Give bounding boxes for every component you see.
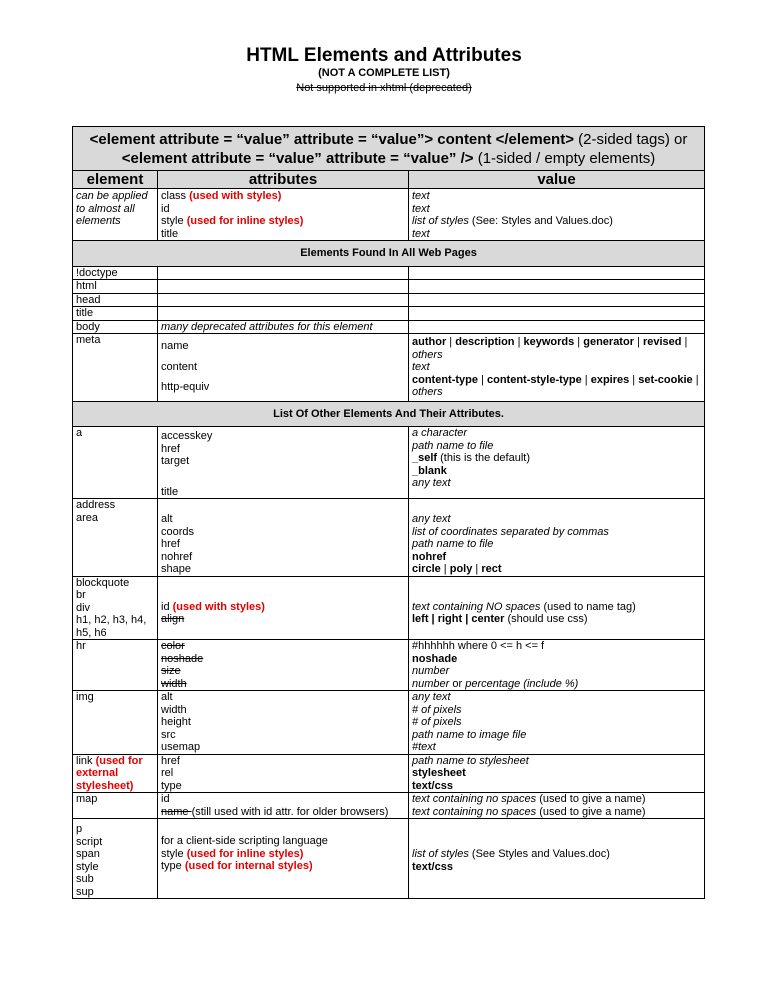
external-stylesheet-note: (used for external stylesheet) <box>76 754 143 792</box>
table-row <box>73 320 705 334</box>
element-cell <box>73 189 158 241</box>
attr-http-equiv: http-equiv <box>161 381 210 393</box>
attributes-cell: id name (still used with id attr. for older browsers) <box>158 793 409 819</box>
element-cell: img <box>73 691 158 755</box>
value-cell: text containing no spaces (used to give a name) text containing no spaces (used to give a name) <box>409 793 705 819</box>
attributes-cell: accesskey href target title <box>158 427 409 499</box>
table-row <box>73 266 705 280</box>
table-row <box>73 793 705 819</box>
value-cell <box>409 334 705 402</box>
two-sided-note: (2-sided tags) or <box>573 131 688 148</box>
element-cell: address area <box>73 499 158 577</box>
element-cell: title <box>73 307 158 321</box>
attributes-cell <box>158 334 409 402</box>
page-title: HTML Elements and Attributes <box>246 45 522 66</box>
value-text: text <box>412 190 430 202</box>
column-header-row <box>73 171 705 189</box>
section-row <box>73 401 705 427</box>
element-cell: a <box>73 427 158 499</box>
element-cell: html <box>73 280 158 294</box>
attributes-cell: alt coords href nohref shape <box>158 499 409 577</box>
attr-title: title <box>161 227 179 240</box>
table-row <box>73 427 705 499</box>
table-row <box>73 499 705 577</box>
element-cell: !doctype <box>73 266 158 280</box>
attributes-cell: alt width height src usemap <box>158 691 409 755</box>
value-cell: text containing NO spaces (used to name tag) left | right | center (should use css) <box>409 576 705 640</box>
attr-content: content <box>161 360 198 373</box>
attributes-cell: href rel type <box>158 754 409 793</box>
value-text: text <box>412 361 430 373</box>
attributes-cell <box>158 189 409 241</box>
element-cell: p script span style sub sup <box>73 819 158 899</box>
column-header-attributes: attributes <box>158 171 409 189</box>
global-element-note: can be applied to almost all elements <box>76 190 148 227</box>
element-cell: link (used for external stylesheet) <box>73 754 158 793</box>
page-subtitle: (NOT A COMPLETE LIST) <box>318 67 450 79</box>
value-cell: list of styles (See Styles and Values.doc) text/css <box>409 819 705 899</box>
two-sided-syntax: <element attribute = “value” attribute = “value”> content </element> <box>89 131 574 148</box>
section-title-all-pages: Elements Found In All Web Pages <box>73 241 705 267</box>
table-row <box>73 293 705 307</box>
element-cell: blockquote br div h1, h2, h3, h4, h5, h6 <box>73 576 158 640</box>
section-title-other-elements: List Of Other Elements And Their Attributes. <box>73 401 705 427</box>
table-row <box>73 754 705 793</box>
attributes-cell: id (used with styles) align <box>158 576 409 640</box>
attr-class: class (used with styles) <box>161 190 282 202</box>
table-row <box>73 691 705 755</box>
value-style: list of styles (See: Styles and Values.doc) <box>412 215 613 227</box>
table-row <box>73 189 705 241</box>
meta-name-values: author | description | keywords | generator | revised | others <box>412 336 688 361</box>
value-cell: path name to stylesheet stylesheet text/css <box>409 754 705 793</box>
deprecated-note: Not supported in xhtml (deprecated) <box>296 82 472 94</box>
table-row <box>73 334 705 402</box>
table-row <box>73 307 705 321</box>
value-cell <box>409 189 705 241</box>
table-row <box>73 819 705 899</box>
table-row <box>73 576 705 640</box>
element-cell: hr <box>73 640 158 691</box>
element-cell: body <box>73 320 158 334</box>
attributes-cell: for a client-side scripting language style (used for inline styles) type (used for internal styles) <box>158 819 409 899</box>
value-cell: any text # of pixels # of pixels path name to image file #text <box>409 691 705 755</box>
value-text: text <box>412 202 430 215</box>
one-sided-note: (1-sided / empty elements) <box>473 150 656 167</box>
syntax-banner <box>73 127 705 171</box>
element-cell: meta <box>73 334 158 402</box>
table-row <box>73 640 705 691</box>
value-cell: any text list of coordinates separated by commas path name to file nohref circle | poly | rect <box>409 499 705 577</box>
meta-http-values: content-type | content-style-type | expires | set-cookie | others <box>412 373 699 398</box>
elements-table <box>72 126 705 899</box>
element-cell: head <box>73 293 158 307</box>
one-sided-syntax: <element attribute = “value” attribute = “value” /> <box>121 150 474 167</box>
used-with-styles-note: (used with styles) <box>189 190 282 202</box>
meta-note: many deprecated attributes for this element <box>158 320 409 334</box>
column-header-value: value <box>409 171 705 189</box>
syntax-row <box>73 127 705 171</box>
value-cell: #hhhhhh where 0 <= h <= f noshade number number or percentage (include %) <box>409 640 705 691</box>
element-cell: map <box>73 793 158 819</box>
inline-styles-note: (used for inline styles) <box>186 215 304 227</box>
attr-id: id <box>161 202 170 215</box>
attr-name: name <box>161 340 189 352</box>
section-row <box>73 241 705 267</box>
attributes-cell: color noshade size width <box>158 640 409 691</box>
table-row <box>73 280 705 294</box>
column-header-element: element <box>73 171 158 189</box>
value-cell: a character path name to file _self (this is the default) _blank any text <box>409 427 705 499</box>
attr-style: style (used for inline styles) <box>161 215 304 227</box>
value-text: text <box>412 227 430 240</box>
